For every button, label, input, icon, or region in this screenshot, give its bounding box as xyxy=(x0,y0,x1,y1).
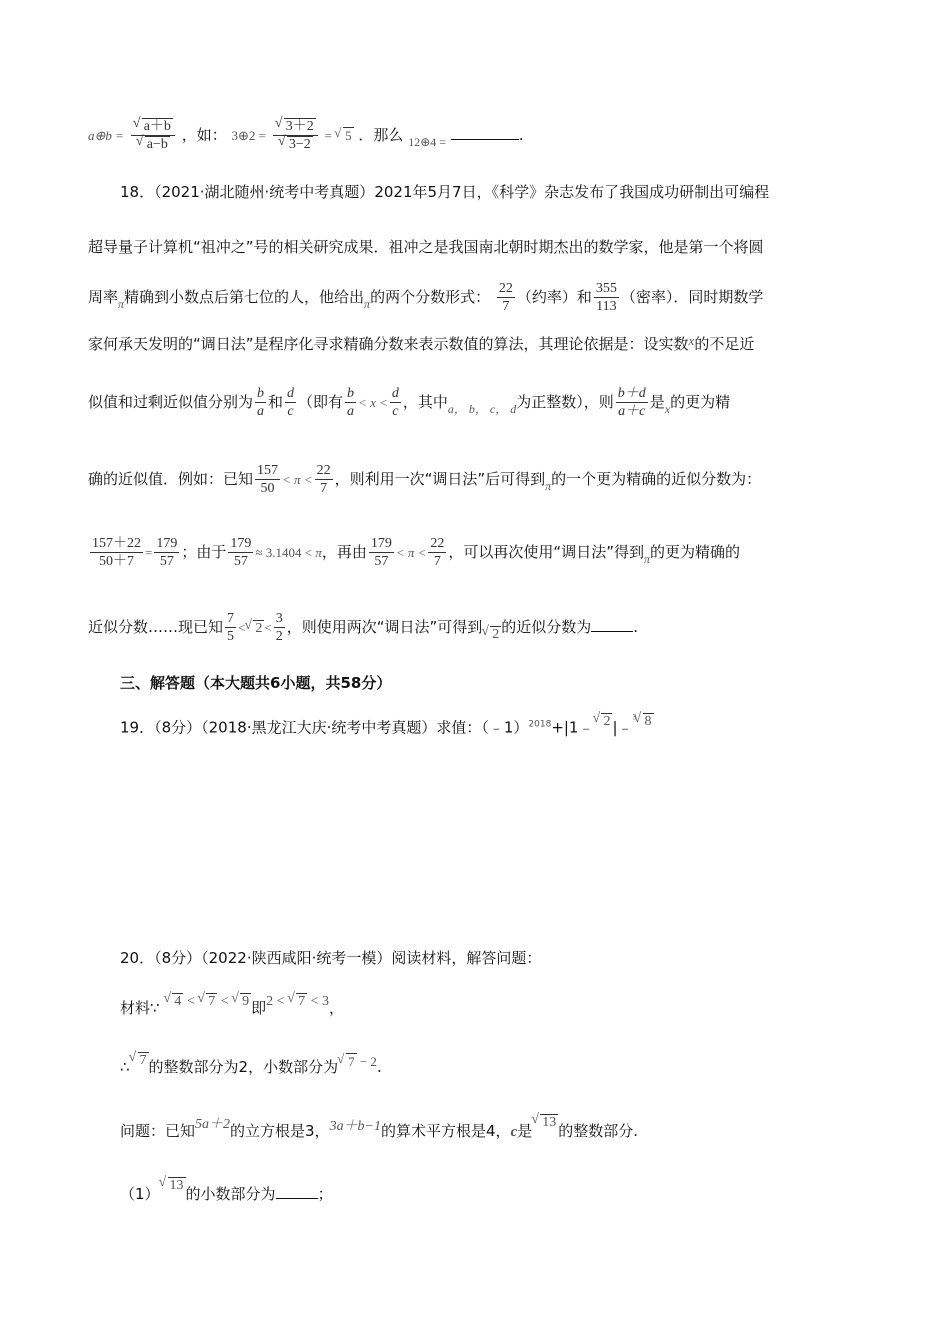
d-over-c-2: $\frac{d}{c}$ xyxy=(391,386,399,419)
section-3-heading: 三、解答题（本大题共6小题，共58分） xyxy=(120,674,392,692)
q17-def-fraction: √ a＋b √ a−b xyxy=(131,118,175,153)
abcd-symbols: a， b， c， d xyxy=(447,402,517,416)
q17-example-label: ，如： xyxy=(181,126,227,144)
q18-text-7a: ；由于 xyxy=(181,543,227,561)
q19-sqrt2: √ 2 xyxy=(601,713,612,730)
q18-line-2: 超导量子计算机“祖冲之”号的相关研究成果．祖冲之是我国南北朝时期杰出的数学家，他是第一个将圆 xyxy=(88,238,764,256)
179-over-57: $\frac{179}{57}$ xyxy=(156,536,178,569)
q19-score: （8分） xyxy=(154,718,202,737)
q17-ask: 12⊕4 = xyxy=(408,135,447,149)
7-over-5: $\frac{7}{5}$ xyxy=(227,611,235,644)
yuelv-fraction: $\frac{22}{7}$ xyxy=(498,281,513,314)
q19-cbrt8: √ 8 xyxy=(643,713,654,730)
q20-sub1-text: 的小数部分为 xyxy=(185,1185,276,1203)
sqrt7: √ 7 xyxy=(138,1052,149,1069)
expr-5a2: 5a＋2 xyxy=(195,1117,231,1132)
q20-comma: ， xyxy=(328,999,344,1017)
q18-line-4 xyxy=(88,333,754,354)
q20-text: 阅读材料，解答问题： xyxy=(391,949,542,967)
q18-text-3a: 周率 xyxy=(88,288,119,306)
q18-line-6: 确的近似值．例如：已知 $\frac{157}{50}$ < π < $\frac{22}{7}$ ，则利用一次“调日法”后可得到$_\pi$的一个更为精确的近似分数为： xyxy=(88,463,762,496)
q20-period: . xyxy=(376,1058,382,1076)
q18-milv: （密率）．同时期数学 xyxy=(620,288,764,306)
q17-end: . xyxy=(518,126,524,144)
q18-text-3b: 精确到小数点后第七位的人，他给出 xyxy=(124,288,365,306)
q20-material-line: 材料∵ √ 4 < √ 7 < √ 9 即2 < √ 7 < 3， xyxy=(120,993,344,1018)
q20-int-part: 的整数部分为2，小数部分为 xyxy=(148,1058,339,1076)
q19-text: 求值：（﹣1） xyxy=(436,718,529,737)
q17-formula-line: a⊕b = √ a＋b √ a−b ，如： 3⊕2 = √ 3＋2 √ 3−2 = √ 5 ．那么 $_{12\oplus 4 =}$ . xyxy=(88,118,524,153)
q18-text-7c: ，可以再次使用“调日法”得到 xyxy=(448,543,644,561)
c-var: c xyxy=(510,1124,518,1140)
q20-q-label: 问题：已知 xyxy=(120,1122,196,1140)
q18-text-6a: 确的近似值．例如：已知 xyxy=(88,470,254,488)
q18-text-5f: 是 xyxy=(649,393,665,411)
q19-exponent: 2018 xyxy=(528,719,552,730)
q18-yuelv: （约率）和 xyxy=(516,288,592,306)
pi-symbol: π xyxy=(545,479,552,493)
q20-c-is: 是 xyxy=(517,1122,533,1140)
q18-line-5: 似值和过剩近似值分别为 $\frac{b}{a}$ 和 $\frac{d}{c}$ （即有 $\frac{b}{a}$ < x < $\frac{d}{c}$ ，其中$_{a, b, c, d}$为正整数），则 $\frac{b+d}{a+c}$ 是$_x$的更为精 xyxy=(88,386,731,419)
q20-cube-root: 的立方根是3， xyxy=(230,1122,330,1140)
q18-text-7b: ，再由 xyxy=(321,543,367,561)
q18-text-8c: 的近似分数为 xyxy=(501,618,592,636)
q18-text-5g: 的更为精 xyxy=(670,393,731,411)
x-symbol: x xyxy=(688,333,695,348)
3-over-2: $\frac{3}{2}$ xyxy=(275,611,283,644)
q18-end: . xyxy=(633,618,639,636)
q20-sqrt-root: 的算术平方根是4， xyxy=(381,1122,511,1140)
179-over-57-3: $\frac{179}{57}$ xyxy=(370,536,392,569)
q18-text-5b: 和 xyxy=(268,393,284,411)
q18-number: 18． xyxy=(120,183,155,201)
q19-rest2: |﹣ xyxy=(612,718,633,737)
q20-source: （2022·陕西咸阳·统考一模） xyxy=(201,949,392,967)
q18-answer-blank[interactable] xyxy=(591,617,633,632)
q20-line-1 xyxy=(120,947,541,968)
q18-text-4b: 的不足近 xyxy=(694,335,755,353)
q19-number: 19． xyxy=(120,718,155,737)
q20-material: 材料∵ xyxy=(120,999,160,1017)
q20-therefore-line: ∴√ 7 的整数部分为2，小数部分为√ 7 − 2. xyxy=(120,1052,382,1077)
q18-text-3c: 的两个分数形式： xyxy=(370,288,491,306)
q17-then: ．那么 xyxy=(358,126,404,144)
pi-symbol: π xyxy=(643,552,650,566)
sqrt13: √ 13 xyxy=(168,1177,186,1194)
q18-text-8a: 近似分数……现已知 xyxy=(88,618,224,636)
q20-sub1-blank[interactable] xyxy=(276,1184,318,1199)
approx-value: ≈ 3.1404 < xyxy=(255,545,313,560)
b-over-a: $\frac{b}{a}$ xyxy=(257,386,265,419)
q18-source: （2021·湖北随州·统考中考真题） xyxy=(154,183,375,201)
therefore-symbol: ∴ xyxy=(120,1058,130,1076)
q18-line-7: $\frac{157+22}{50+7}$ = $\frac{179}{57}$ ；由于 $\frac{179}{57}$ ≈ 3.1404 < π，再由 $\frac{179}{57}$ < π < $\frac{22}{7}$ ，可以再次使用“调日法”得到$_\pi$的更为精确的 xyxy=(92,536,740,569)
q20-c-int: 的整数部分. xyxy=(558,1122,639,1140)
q18-text-5e: 为正整数），则 xyxy=(516,393,614,411)
sqrt2: √ 2 xyxy=(253,620,264,637)
q20-number: 20． xyxy=(120,949,155,967)
q18-text-5d: ，其中 xyxy=(402,393,448,411)
expr-3ab1: 3a＋b−1 xyxy=(329,1119,382,1134)
q18-line-8: 近似分数……现已知 $\frac{7}{5}$ <√ 2 < $\frac{3}{2}$ ，则使用两次“调日法”可得到√ 2 的近似分数为 . xyxy=(88,610,638,645)
q18-text-5c: （即有 xyxy=(298,393,344,411)
q17-example-fraction: √ 3＋2 √ 3−2 xyxy=(273,118,318,153)
d-over-c: $\frac{d}{c}$ xyxy=(287,386,295,419)
q18-text-8b: ，则使用两次“调日法”可得到 xyxy=(286,618,483,636)
sqrt7-frac: √ 7 xyxy=(346,1053,357,1070)
157-over-50: $\frac{157}{50}$ xyxy=(257,463,279,496)
milv-fraction: $\frac{355}{113}$ xyxy=(595,281,617,314)
q18-text-6c: 的一个更为精确的近似分数为： xyxy=(551,470,762,488)
pi-symbol: π xyxy=(118,297,125,311)
q18-line-1 xyxy=(120,181,769,202)
q18-text-4a: 家何承天发明的“调日法”是程序化寻求精确分数来表示数值的算法，其理论依据是：设实数 xyxy=(88,335,689,353)
q18-text-6b: ，则利用一次“调日法”后可得到 xyxy=(334,470,546,488)
q20-score: （8分） xyxy=(154,949,202,967)
sqrt13: √ 13 xyxy=(540,1114,558,1131)
bd-over-ac: $\frac{b+d}{a+c}$ xyxy=(617,386,646,419)
q18-text-1: 2021年5月7日，《科学》杂志发布了我国成功研制出可编程 xyxy=(374,183,770,201)
q20-sub1-label: （1） xyxy=(120,1185,160,1203)
q20-sub1-line xyxy=(120,1177,333,1204)
sqrt2: √ 2 xyxy=(490,626,501,643)
22-over-7-2: $\frac{22}{7}$ xyxy=(430,536,445,569)
q19-rest: +|1﹣ xyxy=(551,718,594,737)
q19-source: （2018·黑龙江大庆·统考中考真题） xyxy=(201,718,437,737)
x-symbol: x xyxy=(664,402,671,416)
q17-answer-blank[interactable] xyxy=(451,125,519,140)
b-over-a-2: $\frac{b}{a}$ xyxy=(347,386,355,419)
q18-text-5a: 似值和过剩近似值分别为 xyxy=(88,393,254,411)
q19-line: 19．（8分）（2018·黑龙江大庆·统考中考真题）求值：（﹣1）$^{2018}$+|1﹣√ 2 |﹣$^3$√ 8 xyxy=(120,712,654,738)
179-over-57-2: $\frac{179}{57}$ xyxy=(230,536,252,569)
q18-text-7d: 的更为精确的 xyxy=(649,543,740,561)
pi-symbol: π xyxy=(364,297,371,311)
q20-ji: 即 xyxy=(251,999,267,1017)
22-over-7: $\frac{22}{7}$ xyxy=(316,463,331,496)
sum-fraction: $\frac{157+22}{50+7}$ xyxy=(92,536,141,569)
q20-sub1-end: ； xyxy=(317,1185,333,1203)
q18-line-3 xyxy=(88,280,763,315)
q20-question-line xyxy=(120,1113,638,1141)
